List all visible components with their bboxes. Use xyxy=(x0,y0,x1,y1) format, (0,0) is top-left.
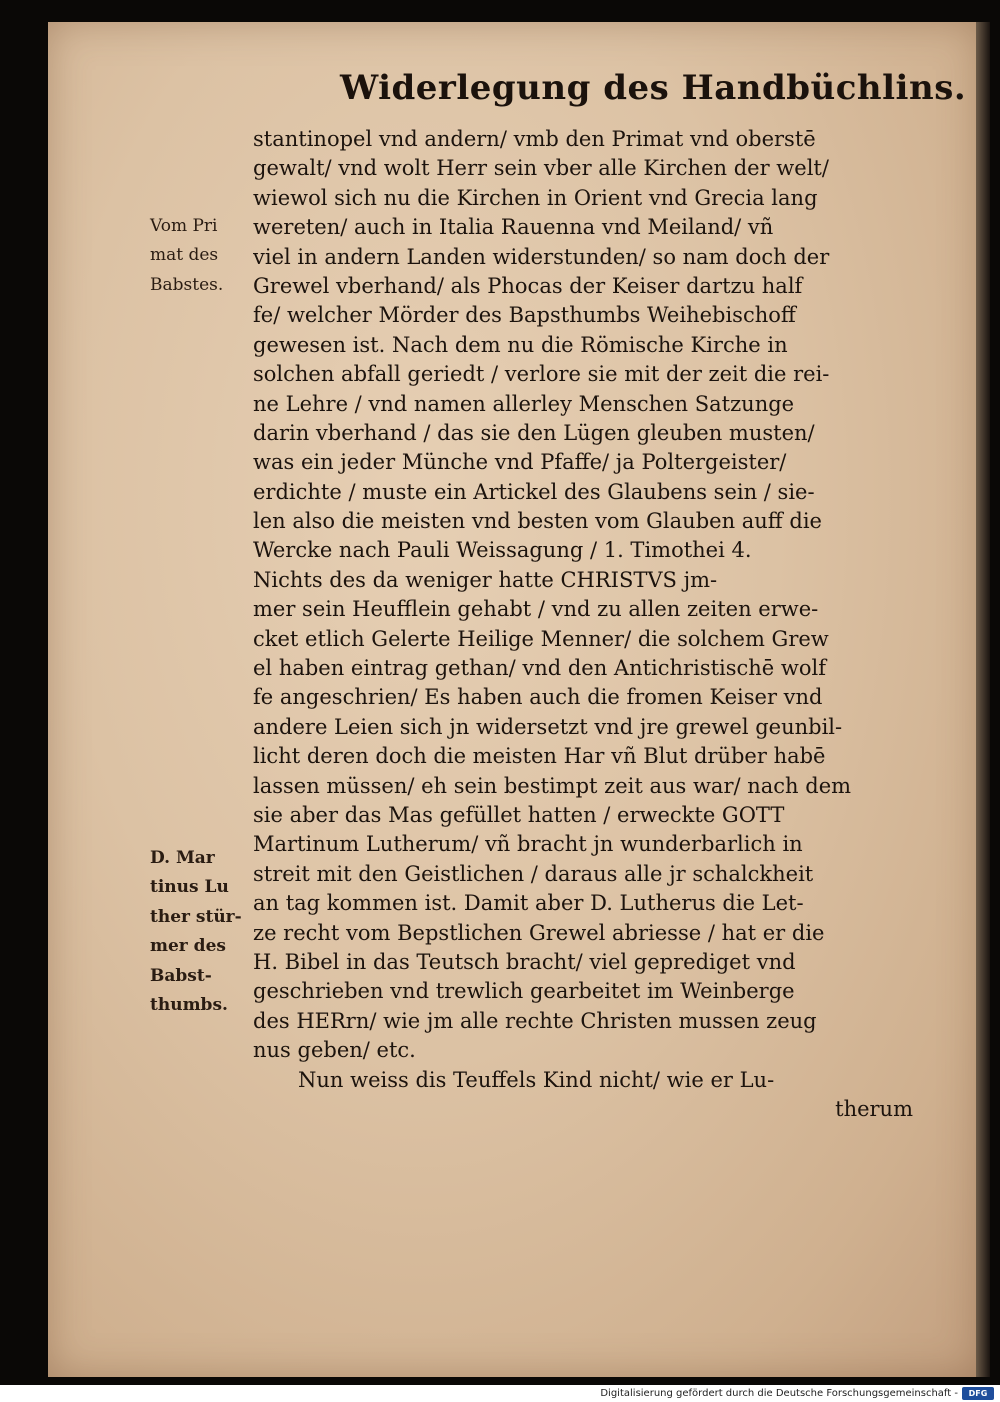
text-line: des HERrn/ wie jm alle rechte Christen mussen zeug xyxy=(253,1008,817,1033)
text-line: erdichte / muste ein Artickel des Glaubens sein / sie- xyxy=(253,479,815,504)
text-line: wereten/ auch in Italia Rauenna vnd Meiland/ vñ xyxy=(253,215,774,240)
text-line: fe/ welcher Mörder des Bapsthumbs Weihebischoff xyxy=(253,303,796,328)
text-line: was ein jeder Münche vnd Pfaffe/ ja Poltergeister/ xyxy=(253,450,787,475)
text-line: ze recht vom Bepstlichen Grewel abriesse / hat er die xyxy=(253,920,825,945)
margin-note-primat xyxy=(150,212,250,300)
text-line: darin vberhand / das sie den Lügen gleuben musten/ xyxy=(253,420,815,445)
body-text xyxy=(253,125,913,1124)
margin-note-line: D. Mar xyxy=(150,848,215,868)
text-line: fe angeschrien/ Es haben auch die fromen Keiser vnd xyxy=(253,685,823,710)
text-line: licht deren doch die meisten Har vñ Blut drüber habē xyxy=(253,744,826,769)
margin-note-luther xyxy=(150,844,250,1020)
text-line: stantinopel vnd andern/ vmb den Primat vnd oberstē xyxy=(253,127,816,151)
catchword: therum xyxy=(835,1096,913,1121)
text-line: ne Lehre / vnd namen allerley Menschen Satzunge xyxy=(253,391,795,416)
margin-note-line: thumbs. xyxy=(150,994,228,1015)
digitization-footer xyxy=(0,1385,1000,1402)
text-line: geschrieben vnd trewlich gearbeitet im Weinberge xyxy=(253,979,795,1004)
text-line: wiewol sich nu die Kirchen in Orient vnd Grecia lang xyxy=(253,185,818,210)
margin-note-line: Babstes. xyxy=(150,274,224,295)
text-line: sie aber das Mas gefüllet hatten / erweckte GOTT xyxy=(253,802,785,827)
text-line: an tag kommen ist. Damit aber D. Lutherus die Let- xyxy=(253,891,804,916)
dfg-logo: DFG xyxy=(962,1387,994,1400)
text-line: Nun weiss dis Teuffels Kind nicht/ wie er Lu- xyxy=(298,1067,775,1092)
margin-note-line: mer des xyxy=(150,936,226,957)
text-line: nus geben/ etc. xyxy=(253,1038,416,1063)
margin-note-line: ther stür- xyxy=(150,906,242,927)
margin-note-line: mat des xyxy=(150,245,219,266)
text-line: mer sein Heufflein gehabt / vnd zu allen zeiten erwe- xyxy=(253,597,819,622)
page-edge xyxy=(976,22,990,1377)
text-line: H. Bibel in das Teutsch bracht/ viel geprediget vnd xyxy=(253,949,796,974)
text-line: cket etlich Gelerte Heilige Menner/ die solchem Grew xyxy=(253,626,829,651)
text-line: el haben eintrag gethan/ vnd den Antichristischē wolf xyxy=(253,656,827,681)
margin-note-line: Vom Pri xyxy=(150,216,218,236)
text-line: streit mit den Geistlichen / daraus alle jr schalckheit xyxy=(253,861,814,886)
running-head: Widerlegung des Handbüchlins. xyxy=(340,68,967,108)
text-line: viel in andern Landen widerstunden/ so nam doch der xyxy=(253,244,830,269)
text-line: len also die meisten vnd besten vom Glauben auff die xyxy=(253,509,822,534)
text-line: lassen müssen/ eh sein bestimpt zeit aus war/ nach dem xyxy=(253,773,852,798)
text-line: Martinum Lutherum/ vñ bracht jn wunderbarlich in xyxy=(253,832,803,857)
text-line: solchen abfall geriedt / verlore sie mit der zeit die rei- xyxy=(253,362,830,387)
margin-note-line: tinus Lu xyxy=(150,877,229,898)
text-line: Wercke nach Pauli Weissagung / 1. Timothei 4. xyxy=(253,538,752,563)
text-line: Grewel vberhand/ als Phocas der Keiser dartzu half xyxy=(253,273,803,298)
text-line: andere Leien sich jn widersetzt vnd jre grewel geunbil- xyxy=(253,714,843,739)
margin-note-line: Babst- xyxy=(150,965,212,986)
footer-credit: Digitalisierung gefördert durch die Deutsche Forschungsgemeinschaft - xyxy=(600,1388,958,1399)
text-line: gewesen ist. Nach dem nu die Römische Kirche in xyxy=(253,332,788,357)
text-line: Nichts des da weniger hatte CHRISTVS jm- xyxy=(253,567,718,592)
text-line: gewalt/ vnd wolt Herr sein vber alle Kirchen der welt/ xyxy=(253,156,829,181)
